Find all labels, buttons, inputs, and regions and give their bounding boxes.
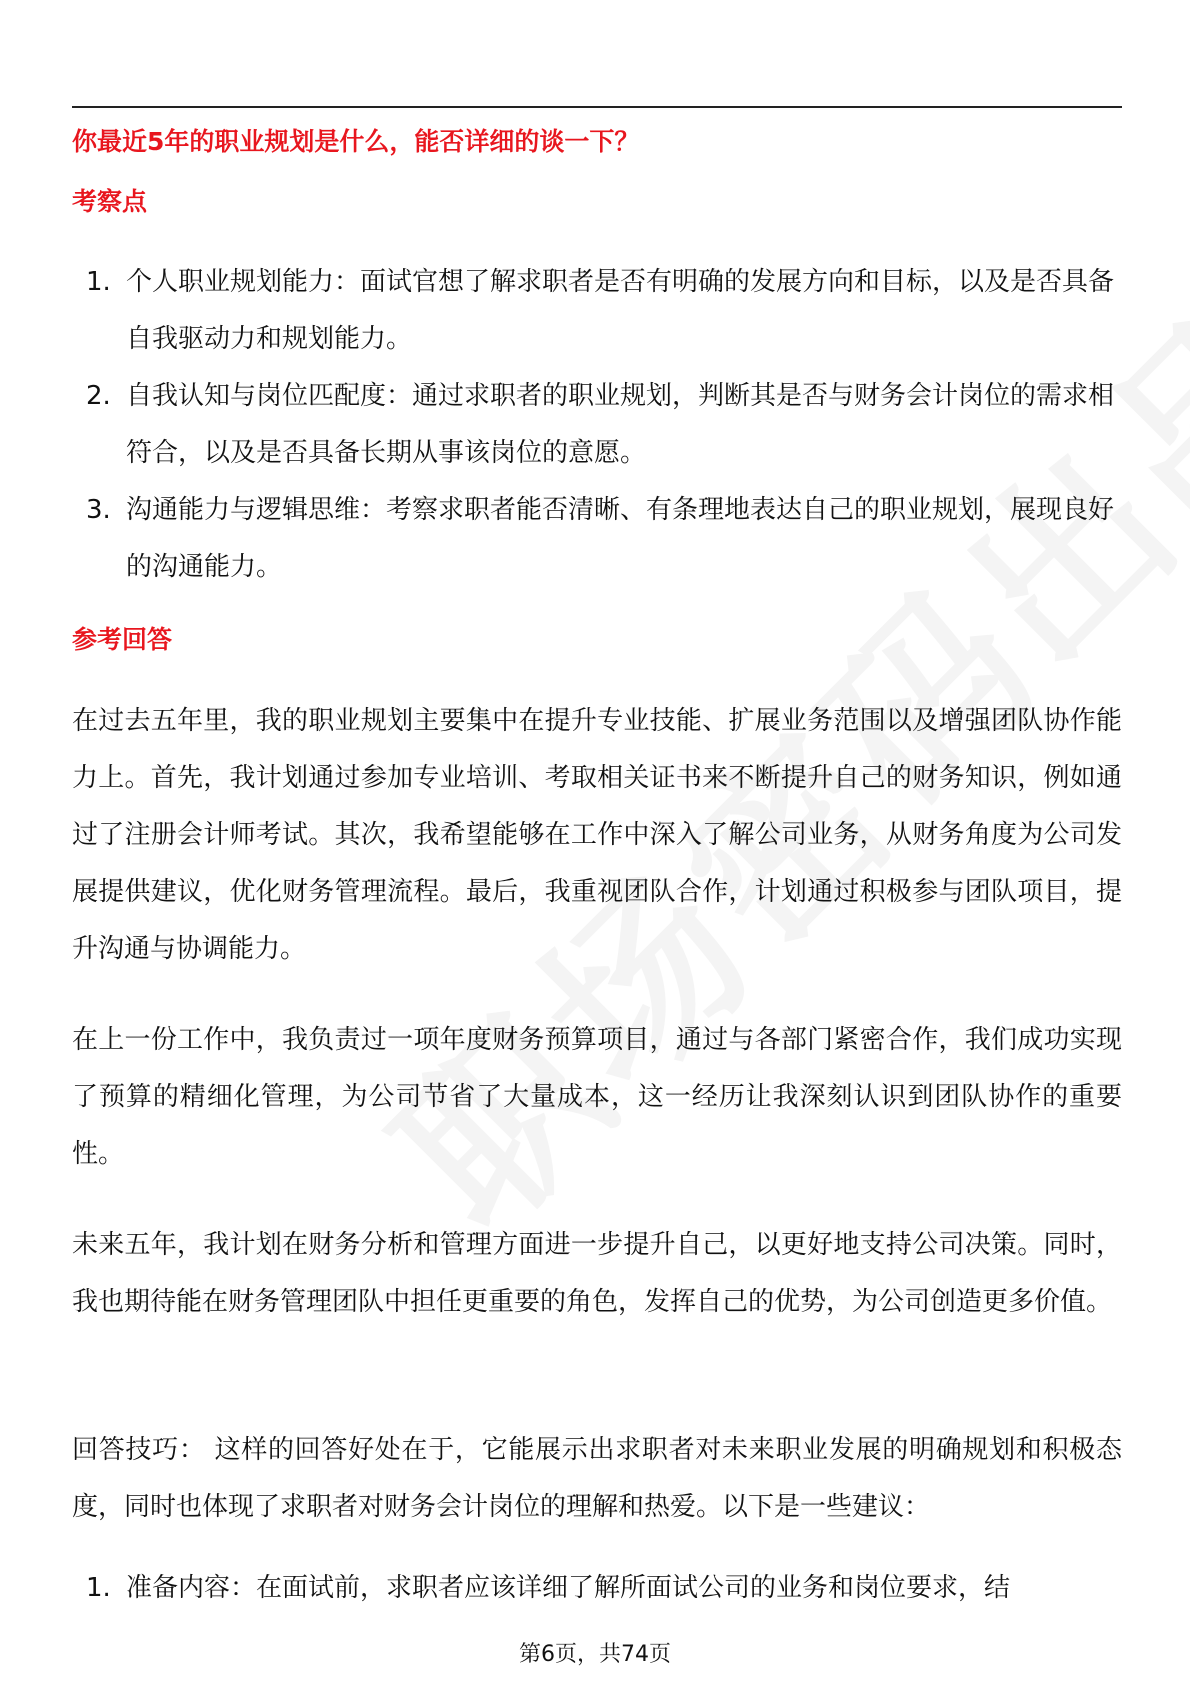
list-item <box>72 368 1122 482</box>
page-footer: 第6页，共74页 <box>519 1642 671 1667</box>
answer-paragraph: 在上一份工作中，我负责过一项年度财务预算项目，通过与各部门紧密合作，我们成功实现了预算的精细化管理，为公司节省了大量成本，这一经历让我深刻认识到团队协作的重要性。 <box>72 1025 1122 1169</box>
answer-heading: 参考回答 <box>72 625 173 654</box>
answer-paragraph: 在过去五年里，我的职业规划主要集中在提升专业技能、扩展业务范围以及增强团队协作能力上。首先，我计划通过参加专业培训、考取相关证书来不断提升自己的财务知识，例如通过了注册会计师考试。其次，我希望能够在工作中深入了解公司业务，从财务角度为公司发展提供建议，优化财务管理流程。最后，我重视团队合作，计划通过积极参与团队项目，提升沟通与协调能力。 <box>72 706 1122 964</box>
list-item <box>72 254 1122 368</box>
list-item-text: 自我认知与岗位匹配度：通过求职者的职业规划，判断其是否与财务会计岗位的需求相符合，以及是否具备长期从事该岗位的意愿。 <box>126 381 1115 468</box>
tips-intro-paragraph: 回答技巧： 这样的回答好处在于，它能展示出求职者对未来职业发展的明确规划和积极态度，同时也体现了求职者对财务会计岗位的理解和热爱。以下是一些建议： <box>72 1435 1122 1522</box>
top-rule <box>72 106 1122 108</box>
list-item-text: 个人职业规划能力：面试官想了解求职者是否有明确的发展方向和目标，以及是否具备自我驱动力和规划能力。 <box>126 267 1115 354</box>
list-number: 2. <box>86 381 111 411</box>
list-item-text: 沟通能力与逻辑思维：考察求职者能否清晰、有条理地表达自己的职业规划，展现良好的沟通能力。 <box>126 495 1115 582</box>
list-item <box>72 1560 1122 1617</box>
list-number: 1. <box>86 1573 111 1603</box>
list-item <box>72 482 1122 596</box>
question-title: 你最近5年的职业规划是什么，能否详细的谈一下？ <box>72 127 640 156</box>
points-list <box>72 254 1122 596</box>
answer-paragraph: 未来五年，我计划在财务分析和管理方面进一步提升自己，以更好地支持公司决策。同时，我也期待能在财务管理团队中担任更重要的角色，发挥自己的优势，为公司创造更多价值。 <box>72 1230 1122 1317</box>
list-number: 3. <box>86 495 111 525</box>
tips-list <box>72 1560 1122 1617</box>
list-item-text: 准备内容：在面试前，求职者应该详细了解所面试公司的业务和岗位要求，结 <box>126 1573 1011 1603</box>
points-heading: 考察点 <box>72 187 148 216</box>
list-number: 1. <box>86 267 111 297</box>
